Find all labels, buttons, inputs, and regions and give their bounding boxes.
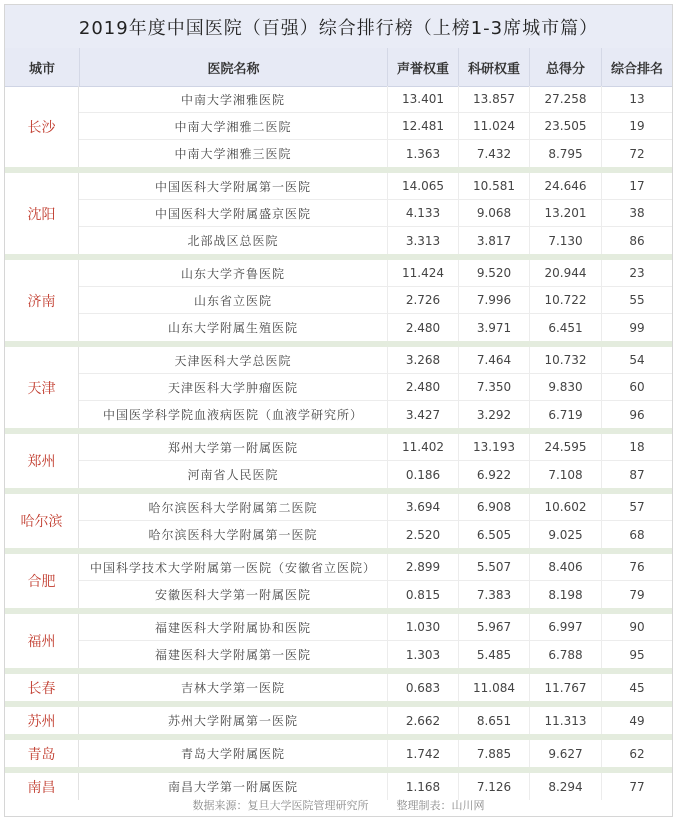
footer-source: 数据来源：复旦大学医院管理研究所 xyxy=(192,799,369,812)
overall-rank-cell: 62 xyxy=(601,740,672,767)
research-weight-cell: 5.507 xyxy=(458,554,529,580)
hospital-name-cell: 哈尔滨医科大学附属第一医院 xyxy=(148,528,318,542)
research-weight-cell: 13.857 xyxy=(458,86,529,112)
total-score-cell: 8.795 xyxy=(529,140,601,167)
city-cell: 南昌 xyxy=(5,773,79,800)
research-weight-cell: 5.967 xyxy=(458,614,529,640)
table-row xyxy=(79,674,672,701)
reputation-weight-cell: 3.427 xyxy=(387,401,458,428)
total-score-cell: 8.198 xyxy=(529,581,601,608)
reputation-weight-cell: 0.186 xyxy=(387,461,458,488)
hospital-name-cell: 中南大学湘雅二医院 xyxy=(174,119,292,134)
hospital-name-cell: 福建医科大学附属协和医院 xyxy=(154,620,311,635)
table-row xyxy=(79,200,672,227)
header-overall-rank: 综合排名 xyxy=(601,48,672,86)
overall-rank-cell: 95 xyxy=(601,641,672,668)
table-row xyxy=(79,614,672,641)
overall-rank-cell: 55 xyxy=(601,287,672,313)
overall-rank-cell: 77 xyxy=(601,773,672,800)
table-row xyxy=(79,740,672,767)
overall-rank-cell: 54 xyxy=(601,347,672,373)
reputation-weight-cell: 1.742 xyxy=(387,740,458,767)
research-weight-cell: 11.084 xyxy=(458,674,529,701)
research-weight-cell: 7.885 xyxy=(458,740,529,767)
total-score-cell: 6.997 xyxy=(529,614,601,640)
hospital-name-cell: 南昌大学第一附属医院 xyxy=(167,780,298,794)
overall-rank-cell: 60 xyxy=(601,374,672,400)
research-weight-cell: 7.350 xyxy=(458,374,529,400)
reputation-weight-cell: 11.424 xyxy=(387,260,458,286)
overall-rank-cell: 99 xyxy=(601,314,672,341)
overall-rank-cell: 13 xyxy=(601,86,672,112)
research-weight-cell: 8.651 xyxy=(458,707,529,734)
table-row xyxy=(79,287,672,314)
hospital-name-cell: 青岛大学附属医院 xyxy=(180,747,285,761)
city-group xyxy=(5,674,672,707)
hospital-name-cell: 中南大学湘雅三医院 xyxy=(174,147,292,161)
research-weight-cell: 13.193 xyxy=(458,434,529,460)
research-weight-cell: 5.485 xyxy=(458,641,529,668)
table-row xyxy=(79,227,672,254)
overall-rank-cell: 49 xyxy=(601,707,672,734)
hospital-name-cell: 中南大学湘雅医院 xyxy=(180,92,285,107)
research-weight-cell: 3.292 xyxy=(458,401,529,428)
reputation-weight-cell: 13.401 xyxy=(387,86,458,112)
total-score-cell: 10.602 xyxy=(529,494,601,520)
reputation-weight-cell: 1.030 xyxy=(387,614,458,640)
reputation-weight-cell: 3.694 xyxy=(387,494,458,520)
city-group xyxy=(5,740,672,773)
hospital-name-cell: 天津医科大学总医院 xyxy=(174,353,292,368)
total-score-cell: 8.294 xyxy=(529,773,601,800)
table-row xyxy=(79,113,672,140)
hospital-name-cell: 哈尔滨医科大学附属第二医院 xyxy=(148,500,318,515)
hospital-name-cell: 福建医科大学附属第一医院 xyxy=(154,648,311,662)
research-weight-cell: 7.432 xyxy=(458,140,529,167)
hospital-name-cell: 安徽医科大学第一附属医院 xyxy=(154,588,311,602)
total-score-cell: 13.201 xyxy=(529,200,601,226)
table-row xyxy=(79,554,672,581)
hospital-name-cell: 中国医科大学附属第一医院 xyxy=(154,179,311,194)
header-hospital-name: 医院名称 xyxy=(79,48,387,86)
header-total-score: 总得分 xyxy=(529,48,601,86)
reputation-weight-cell: 14.065 xyxy=(387,173,458,199)
reputation-weight-cell: 2.662 xyxy=(387,707,458,734)
table-row xyxy=(79,401,672,428)
table-row xyxy=(79,140,672,167)
total-score-cell: 23.505 xyxy=(529,113,601,139)
city-group xyxy=(5,86,672,173)
research-weight-cell: 3.817 xyxy=(458,227,529,254)
header-reputation-weight: 声誉权重 xyxy=(387,48,458,86)
total-score-cell: 11.767 xyxy=(529,674,601,701)
table-row xyxy=(79,314,672,341)
reputation-weight-cell: 1.168 xyxy=(387,773,458,800)
city-group xyxy=(5,260,672,347)
reputation-weight-cell: 3.313 xyxy=(387,227,458,254)
research-weight-cell: 6.505 xyxy=(458,521,529,548)
research-weight-cell: 9.068 xyxy=(458,200,529,226)
research-weight-cell: 9.520 xyxy=(458,260,529,286)
reputation-weight-cell: 2.899 xyxy=(387,554,458,580)
city-group xyxy=(5,554,672,614)
reputation-weight-cell: 2.520 xyxy=(387,521,458,548)
city-cell: 苏州 xyxy=(5,707,79,734)
hospital-name-cell: 河南省人民医院 xyxy=(187,468,279,482)
table-row xyxy=(79,374,672,401)
total-score-cell: 7.108 xyxy=(529,461,601,488)
city-group xyxy=(5,494,672,554)
city-cell: 天津 xyxy=(5,347,79,428)
research-weight-cell: 7.126 xyxy=(458,773,529,800)
table-row xyxy=(79,461,672,488)
table-row xyxy=(79,707,672,734)
total-score-cell: 27.258 xyxy=(529,86,601,112)
city-group xyxy=(5,173,672,260)
table-row xyxy=(79,521,672,548)
hospital-name-cell: 中国医学科学院血液病医院（血液学研究所） xyxy=(102,408,363,422)
reputation-weight-cell: 0.683 xyxy=(387,674,458,701)
overall-rank-cell: 87 xyxy=(601,461,672,488)
total-score-cell: 10.732 xyxy=(529,347,601,373)
hospital-name-cell: 苏州大学附属第一医院 xyxy=(167,714,298,728)
research-weight-cell: 11.024 xyxy=(458,113,529,139)
reputation-weight-cell: 4.133 xyxy=(387,200,458,226)
total-score-cell: 24.646 xyxy=(529,173,601,199)
city-group xyxy=(5,434,672,494)
city-group xyxy=(5,347,672,434)
hospital-name-cell: 中国医科大学附属盛京医院 xyxy=(154,206,311,221)
research-weight-cell: 10.581 xyxy=(458,173,529,199)
total-score-cell: 10.722 xyxy=(529,287,601,313)
overall-rank-cell: 19 xyxy=(601,113,672,139)
total-score-cell: 24.595 xyxy=(529,434,601,460)
reputation-weight-cell: 1.363 xyxy=(387,140,458,167)
table-body xyxy=(5,86,672,800)
footer xyxy=(5,795,672,815)
overall-rank-cell: 72 xyxy=(601,140,672,167)
city-cell: 哈尔滨 xyxy=(5,494,79,548)
research-weight-cell: 7.464 xyxy=(458,347,529,373)
reputation-weight-cell: 1.303 xyxy=(387,641,458,668)
overall-rank-cell: 57 xyxy=(601,494,672,520)
hospital-name-cell: 吉林大学第一医院 xyxy=(180,681,285,695)
overall-rank-cell: 38 xyxy=(601,200,672,226)
total-score-cell: 9.830 xyxy=(529,374,601,400)
total-score-cell: 9.627 xyxy=(529,740,601,767)
overall-rank-cell: 76 xyxy=(601,554,672,580)
city-cell: 合肥 xyxy=(5,554,79,608)
city-cell: 长沙 xyxy=(5,86,79,167)
hospital-name-cell: 北部战区总医院 xyxy=(187,234,279,248)
city-cell: 郑州 xyxy=(5,434,79,488)
overall-rank-cell: 17 xyxy=(601,173,672,199)
research-weight-cell: 6.908 xyxy=(458,494,529,520)
table-row xyxy=(79,641,672,668)
table-row xyxy=(79,434,672,461)
overall-rank-cell: 90 xyxy=(601,614,672,640)
table-row xyxy=(79,86,672,113)
city-cell: 福州 xyxy=(5,614,79,668)
hospital-name-cell: 郑州大学第一附属医院 xyxy=(167,440,298,455)
reputation-weight-cell: 2.726 xyxy=(387,287,458,313)
table-row xyxy=(79,260,672,287)
city-cell: 青岛 xyxy=(5,740,79,767)
total-score-cell: 6.788 xyxy=(529,641,601,668)
overall-rank-cell: 68 xyxy=(601,521,672,548)
total-score-cell: 6.451 xyxy=(529,314,601,341)
table-row xyxy=(79,494,672,521)
city-cell: 长春 xyxy=(5,674,79,701)
reputation-weight-cell: 2.480 xyxy=(387,374,458,400)
table-row xyxy=(79,581,672,608)
city-group xyxy=(5,614,672,674)
research-weight-cell: 7.996 xyxy=(458,287,529,313)
table-row xyxy=(79,347,672,374)
reputation-weight-cell: 11.402 xyxy=(387,434,458,460)
table-header xyxy=(5,48,672,87)
city-cell: 济南 xyxy=(5,260,79,341)
footer-maker: 整理制表：山川网 xyxy=(396,799,485,812)
total-score-cell: 7.130 xyxy=(529,227,601,254)
reputation-weight-cell: 0.815 xyxy=(387,581,458,608)
total-score-cell: 8.406 xyxy=(529,554,601,580)
research-weight-cell: 3.971 xyxy=(458,314,529,341)
hospital-name-cell: 中国科学技术大学附属第一医院（安徽省立医院） xyxy=(89,560,376,575)
total-score-cell: 20.944 xyxy=(529,260,601,286)
research-weight-cell: 7.383 xyxy=(458,581,529,608)
total-score-cell: 6.719 xyxy=(529,401,601,428)
hospital-name-cell: 山东大学附属生殖医院 xyxy=(167,321,298,335)
overall-rank-cell: 79 xyxy=(601,581,672,608)
hospital-name-cell: 山东省立医院 xyxy=(193,293,272,308)
table-row xyxy=(79,173,672,200)
header-research-weight: 科研权重 xyxy=(458,48,529,86)
reputation-weight-cell: 12.481 xyxy=(387,113,458,139)
page-title: 2019年度中国医院（百强）综合排行榜（上榜1-3席城市篇） xyxy=(5,5,672,49)
header-city: 城市 xyxy=(28,61,55,77)
hospital-name-cell: 天津医科大学肿瘤医院 xyxy=(167,380,298,395)
total-score-cell: 11.313 xyxy=(529,707,601,734)
overall-rank-cell: 96 xyxy=(601,401,672,428)
overall-rank-cell: 23 xyxy=(601,260,672,286)
total-score-cell: 9.025 xyxy=(529,521,601,548)
overall-rank-cell: 45 xyxy=(601,674,672,701)
reputation-weight-cell: 3.268 xyxy=(387,347,458,373)
overall-rank-cell: 86 xyxy=(601,227,672,254)
overall-rank-cell: 18 xyxy=(601,434,672,460)
reputation-weight-cell: 2.480 xyxy=(387,314,458,341)
hospital-name-cell: 山东大学齐鲁医院 xyxy=(180,266,285,281)
city-group xyxy=(5,707,672,740)
research-weight-cell: 6.922 xyxy=(458,461,529,488)
city-cell: 沈阳 xyxy=(5,173,79,254)
